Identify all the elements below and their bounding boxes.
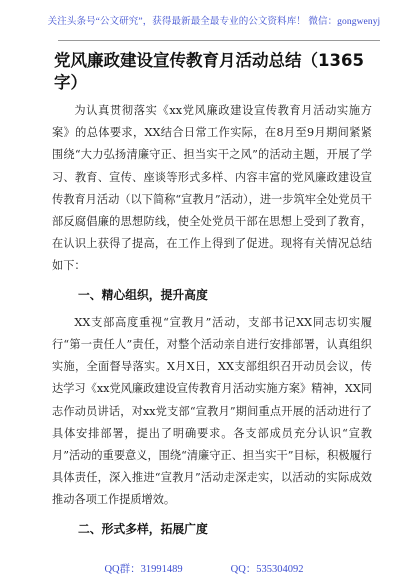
footer-qq: QQ：535304092	[230, 564, 304, 575]
intro-paragraph: 为认真贯彻落实《xx党风廉政建设宣传教育月活动实施方案》的总体要求，XX结合日常工作实际，在8月至9月期间紧紧围绕“大力弘扬清廉守正、担当实干之风”的活动主题，开展了学习、教育、宣传、座谈等形式多样、内容丰富的党风廉政建设宣传教育月活动（以下简称“宣教月”活动），进一步筑牢全处党员干部反腐倡廉的思想防线，使全处党员干部在思想上受到了教育，在认识上获得了提高，在工作上得到了促进。现将有关情况总结如下：	[52, 104, 372, 273]
section-heading-2: 二、形式多样，拓展广度	[78, 521, 208, 536]
header-banner	[0, 0, 408, 40]
document-body	[52, 50, 372, 546]
footer-qq-group: QQ群：31991489	[104, 564, 183, 575]
document-title: 党风廉政建设宣传教育月活动总结（1365字）	[54, 51, 364, 92]
section-1-paragraph: XX支部高度重视“宣教月”活动，支部书记XX同志切实履行“第一责任人”责任，对整个活动亲自进行安排部署，认真组织实施，全面督导落实。X月X日，XX支部组织召开动员会议，传达学习《xx党风廉政建设宣传教育月活动实施方案》精神，XX同志作动员讲话，对xx党支部“宣教月”期间重点开展的活动进行了具体安排部署，提出了明确要求。各支部成员充分认识“宣教月”活动的重要意义，围绕“清廉守正、担当实干”目标，积极履行具体责任，深入推进“宣教月”活动走深走实，以活动的实际成效推动各项工作提质增效。	[52, 315, 372, 507]
header-divider	[58, 40, 380, 41]
footer-contact	[0, 561, 408, 577]
section-heading-1: 一、精心组织，提升高度	[78, 287, 208, 302]
header-banner-text: 关注头条号“公文研究”，获得最新最全最专业的公文资料库！ 微信：gongwenyj	[47, 17, 381, 27]
